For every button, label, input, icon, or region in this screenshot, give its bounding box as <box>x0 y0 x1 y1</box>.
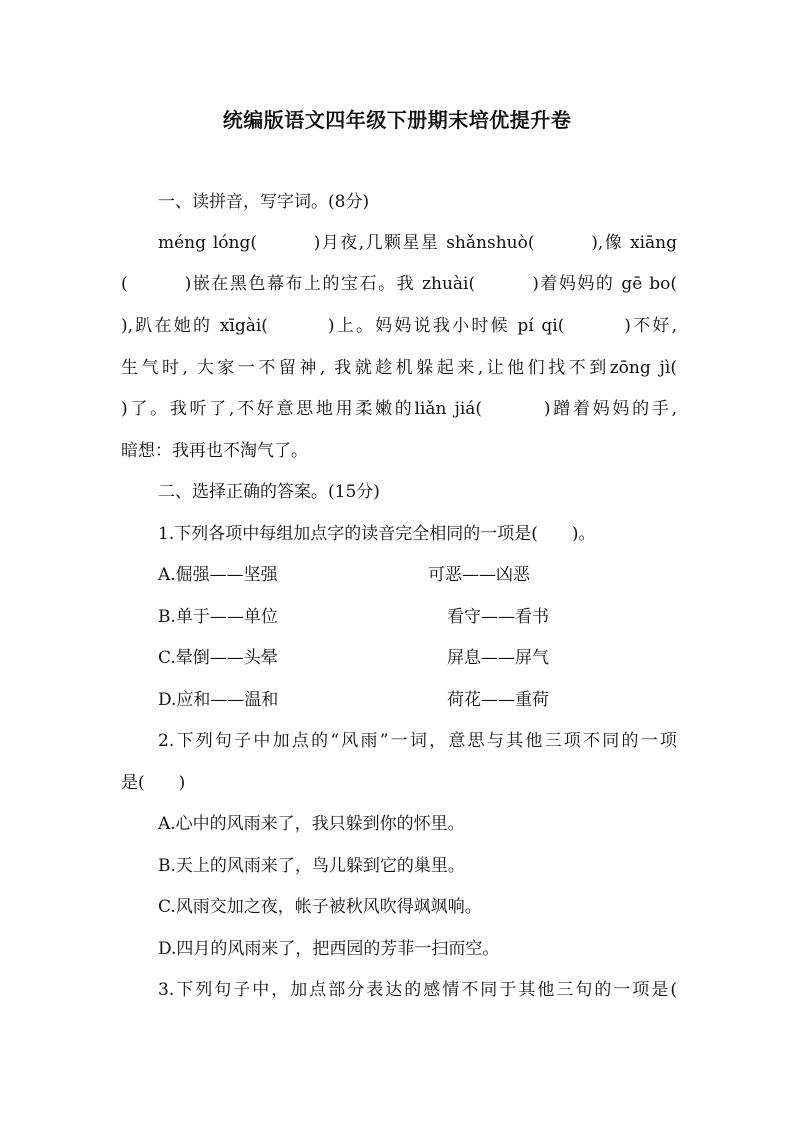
section-2-heading: 二、选择正确的答案。(15分) <box>158 482 380 502</box>
section-1-line-5: )了。我听了,不好意思地用柔嫩的liǎn jiá( )蹭着妈妈的手, <box>121 399 677 419</box>
question-3-stem: 3.下列句子中，加点部分表达的感情不同于其他三句的一项是( <box>158 980 677 1000</box>
section-1-line-4: 生气时, 大家一不留神, 我就趁机躲起来,让他们找不到zōng jì( <box>121 358 677 378</box>
section-1-line-2: ( )嵌在黑色幕布上的宝石。我 zhuài( )着妈妈的 gē bo( <box>121 274 677 294</box>
question-2-stem-line-1: 2.下列句子中加点的“风雨”一词，意思与其他三项不同的一项 <box>158 731 677 751</box>
question-1-option-d-right: 荷花——重荷 <box>447 690 549 710</box>
question-1-option-b-left: B.单于——单位 <box>158 607 278 627</box>
question-1-option-c-left: C.晕倒——头晕 <box>158 648 278 668</box>
question-2-option-a: A.心中的风雨来了，我只躲到你的怀里。 <box>158 814 465 834</box>
question-2-option-c: C.风雨交加之夜，帐子被秋风吹得飒飒响。 <box>158 897 482 917</box>
question-1-option-b-right: 看守——看书 <box>447 607 549 627</box>
section-1-line-6: 暗想：我再也不淘气了。 <box>121 441 308 461</box>
question-1-option-a-left: A.倔强——坚强 <box>158 565 278 585</box>
question-1-option-c-right: 屏息——屏气 <box>447 648 549 668</box>
question-1-option-d-left: D.应和——温和 <box>158 690 279 710</box>
question-1-stem: 1.下列各项中每组加点字的读音完全相同的一项是( )。 <box>158 524 596 544</box>
question-2-option-d: D.四月的风雨来了，把西园的芳菲一扫而空。 <box>158 939 500 959</box>
question-2-option-b: B.天上的风雨来了，鸟儿躲到它的巢里。 <box>158 856 465 876</box>
question-2-stem-line-2: 是( ) <box>121 773 186 793</box>
question-1-option-a-right: 可恶——凶恶 <box>428 565 530 585</box>
section-1-heading: 一、读拼音，写字词。(8分) <box>158 192 370 212</box>
page-title: 统编版语文四年级下册期末培优提升卷 <box>222 108 572 132</box>
section-1-line-1: méng lóng( )月夜,几颗星星 shǎnshuò( ),像 xiāng <box>158 233 677 253</box>
section-1-line-3: ),趴在她的 xīgài( )上。妈妈说我小时候 pí qi( )不好, <box>121 316 677 336</box>
